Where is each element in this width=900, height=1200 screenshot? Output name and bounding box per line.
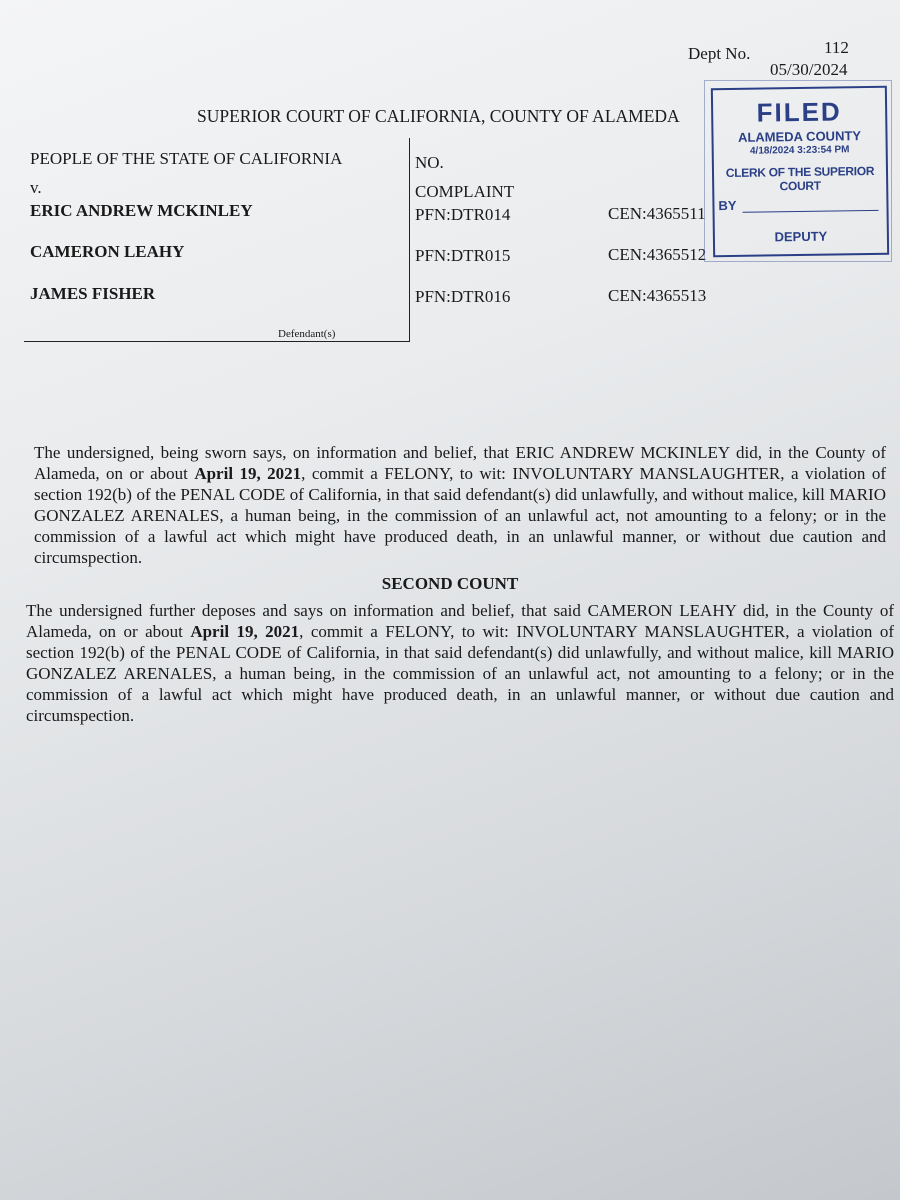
case-no-label: NO.: [415, 153, 444, 172]
document-type: COMPLAINT: [415, 182, 515, 201]
stamp-filed: FILED: [756, 96, 842, 128]
count-one-date: April 19, 2021: [194, 464, 302, 483]
stamp-timestamp: 4/18/2024 3:23:54 PM: [749, 144, 850, 157]
court-title: SUPERIOR COURT OF CALIFORNIA, COUNTY OF ALAMEDA: [197, 106, 680, 126]
count-two-date: April 19, 2021: [190, 622, 300, 641]
count-one-text-b: , commit a FELONY, to wit: INVOLUNTARY MANSLAUGHTER, a violation of section 192(b) of the PENAL CODE of California, in that said defendant(s) did unlawfully, and without malice, kill MARIO GONZALEZ ARENALES, a human being, in the commission of an unlawful act, not amounting to a felony; or in the commission of a lawful act which might have produced death, in an unlawful manner, or without due caution and circumspection.: [34, 464, 886, 567]
count-two-text-a: The undersigned further deposes and says on information and belief, that said CAMERON LEAHY did, in the County of Alameda, on or about: [26, 601, 894, 641]
stamp-by: BY: [718, 197, 737, 214]
defendant-name: ERIC ANDREW MCKINLEY: [30, 201, 253, 220]
second-count-heading: SECOND COUNT: [381, 574, 519, 593]
stamp-signature-line: [743, 210, 879, 213]
count-one-text-a: The undersigned, being sworn says, on information and belief, that ERIC ANDREW MCKINLEY did, in the County of Alameda, on or about: [34, 443, 886, 483]
defendant-pfn: PFN:DTR015: [415, 246, 511, 265]
defendant-name: JAMES FISHER: [30, 284, 156, 303]
plaintiff: PEOPLE OF THE STATE OF CALIFORNIA: [30, 149, 343, 168]
count-one-paragraph: [34, 442, 886, 568]
defendant-pfn: PFN:DTR014: [415, 205, 511, 224]
stamp-deputy: DEPUTY: [774, 228, 828, 245]
count-two-paragraph: [26, 600, 894, 726]
header-date: 05/30/2024: [770, 60, 848, 79]
defendant-cen: CEN:4365512: [608, 245, 707, 264]
count-two-text-b: , commit a FELONY, to wit: INVOLUNTARY MANSLAUGHTER, a violation of section 192(b) of the PENAL CODE of California, in that said defendant(s) did unlawfully, and without malice, kill MARIO GONZALEZ ARENALES, a human being, in the commission of an unlawful act, not amounting to a felony; or in the commission of a lawful act which might have produced death, in an unlawful manner, or without due caution and circumspection.: [26, 622, 894, 725]
stamp-clerk: CLERK OF THE SUPERIOR COURT: [725, 163, 875, 194]
dept-label: Dept No.: [688, 44, 751, 63]
filed-stamp: [711, 86, 889, 257]
defendant-name: CAMERON LEAHY: [30, 242, 185, 261]
defendants-label: Defendant(s): [278, 328, 336, 340]
stamp-county: ALAMEDA COUNTY: [737, 128, 862, 145]
defendant-cen: CEN:4365511: [608, 204, 706, 223]
dept-number: 112: [824, 38, 849, 57]
defendant-pfn: PFN:DTR016: [415, 287, 511, 306]
defendant-cen: CEN:4365513: [608, 286, 707, 305]
versus: v.: [30, 178, 42, 197]
